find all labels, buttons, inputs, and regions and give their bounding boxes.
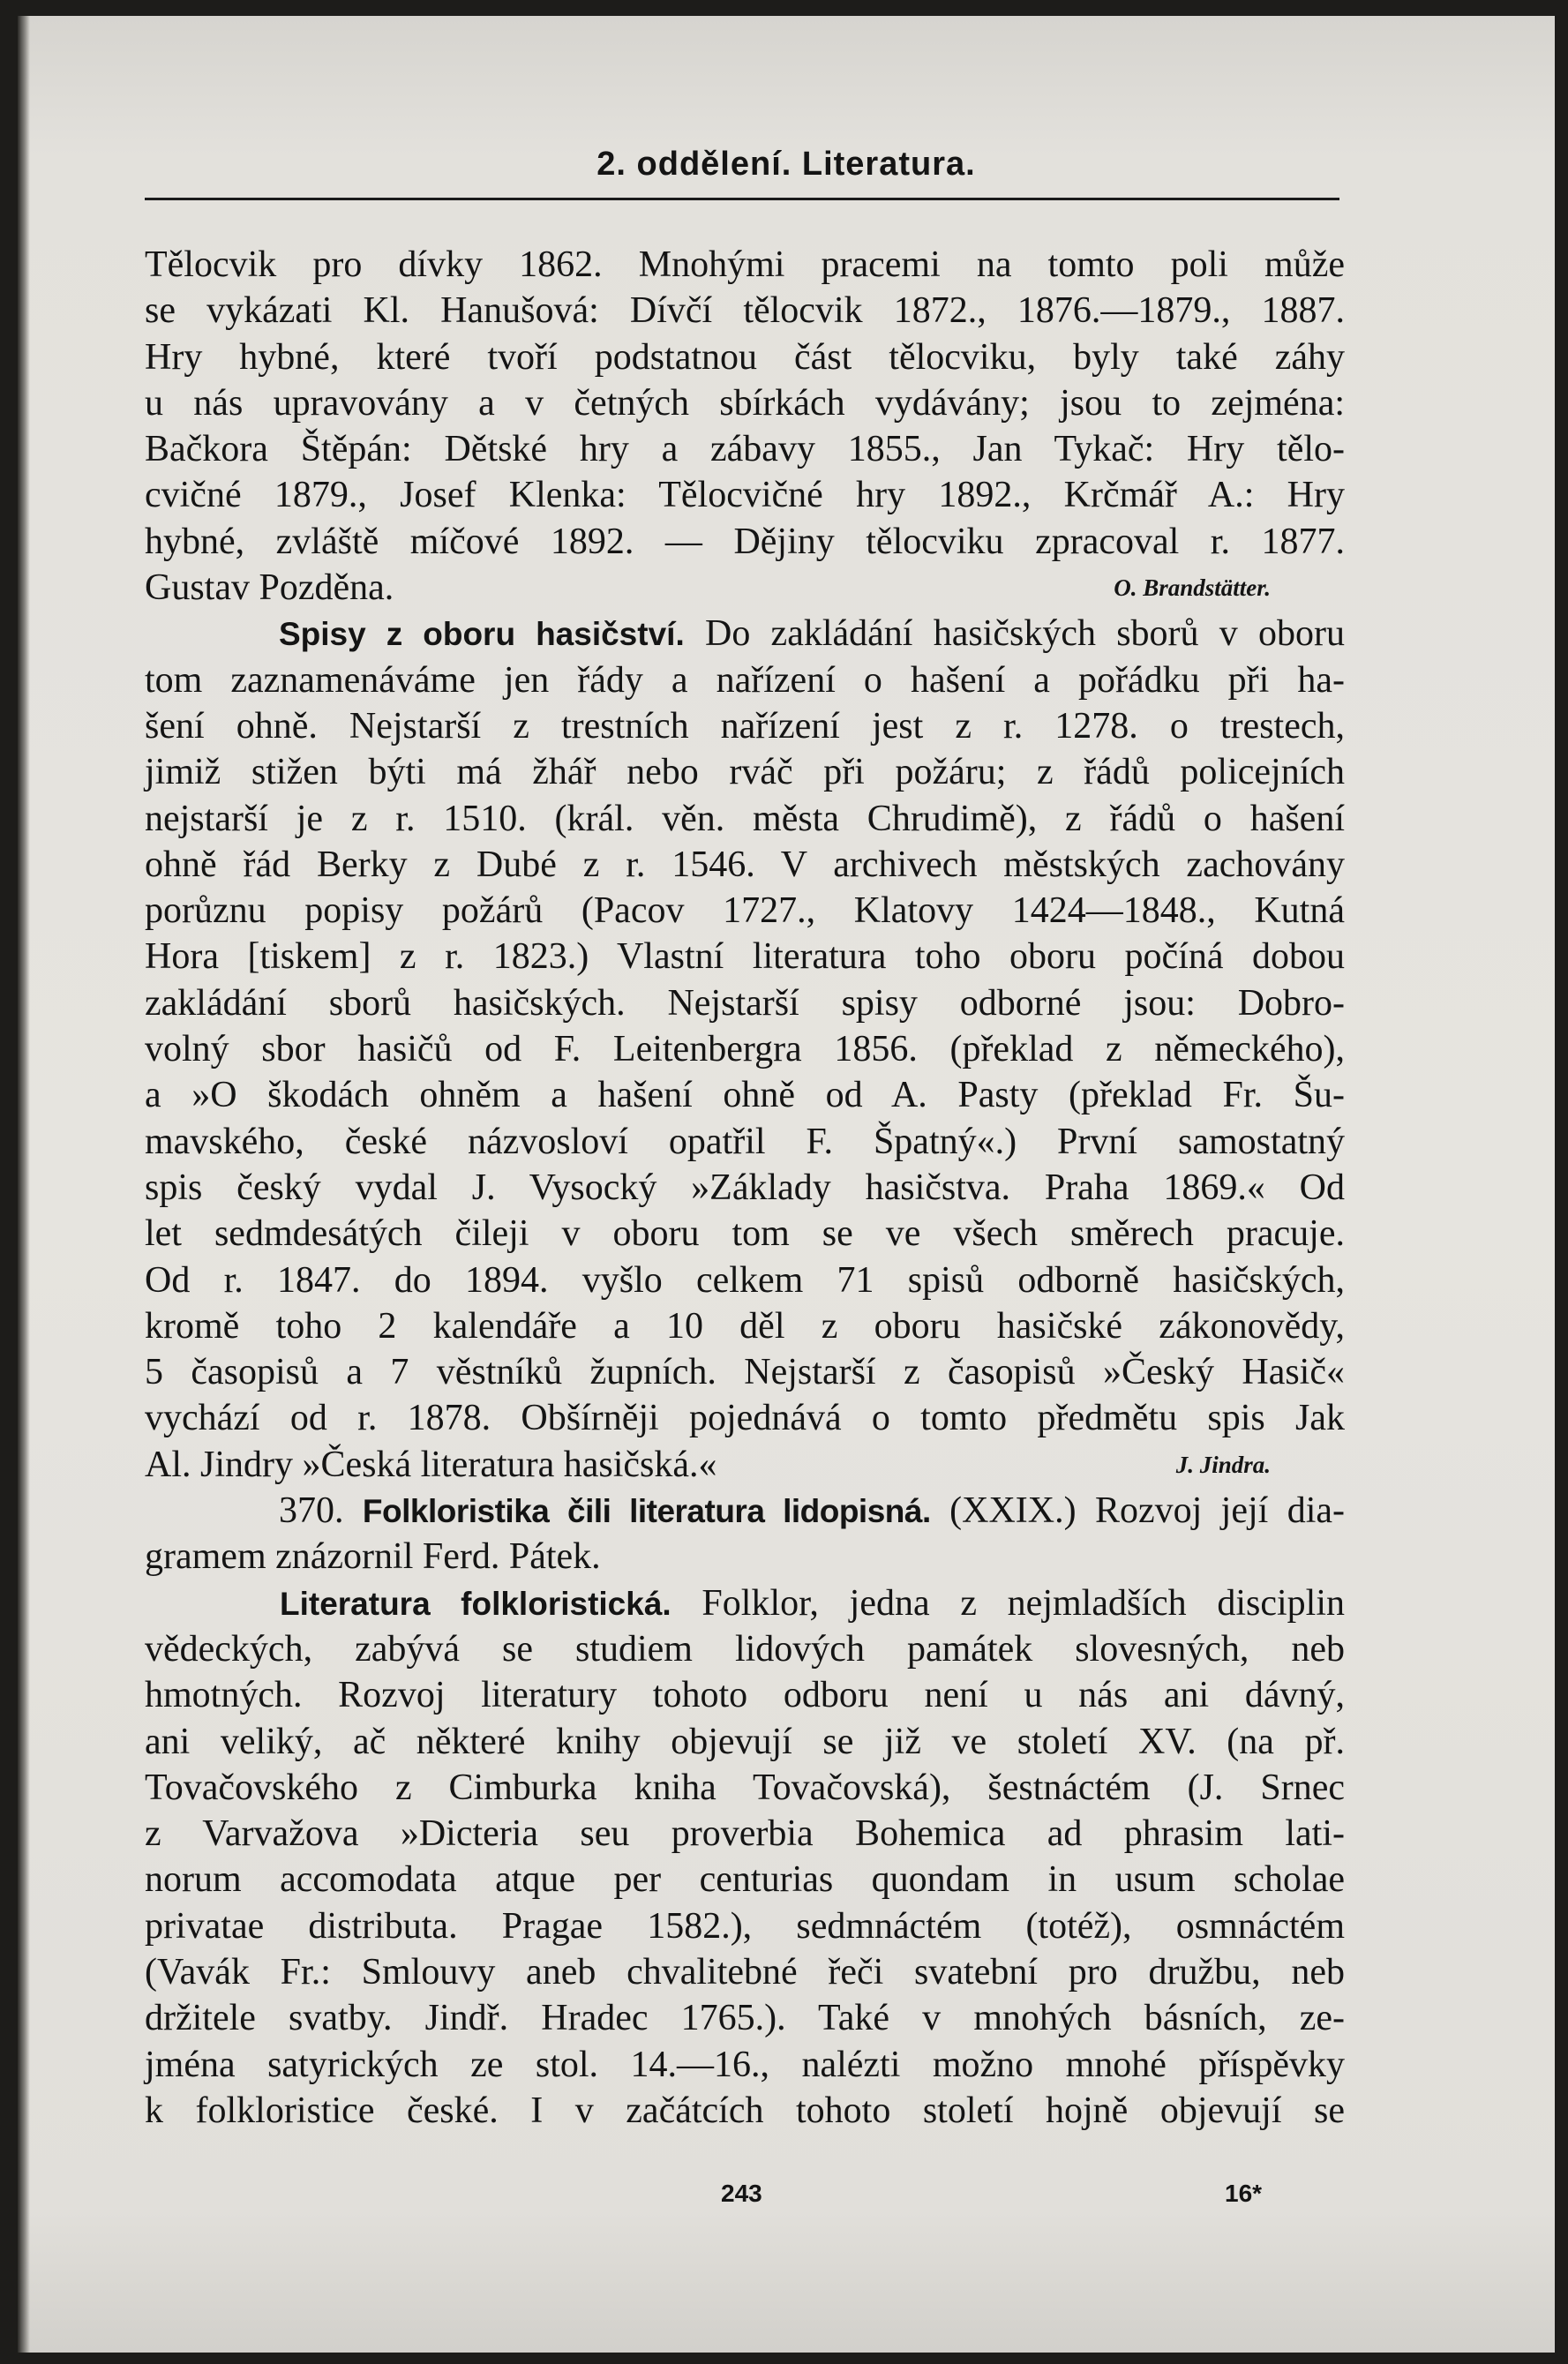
header-rule [145, 198, 1339, 200]
text-line-with-signature [145, 565, 1345, 611]
text-line: nejstarší je z r. 1510. (král. věn. města Chrudimě), z řádů o hašení [145, 798, 1345, 839]
text-line: Al. Jindry »Česká literatura hasičská.« [145, 1444, 717, 1485]
paragraph-start [145, 1580, 1345, 1626]
page-binding-shadow [18, 16, 30, 2353]
text-line: šení ohně. Nejstarší z trestních nařízení jest z r. 1278. o trestech, [145, 705, 1345, 747]
text-line: kromě toho 2 kalendáře a 10 děl z oboru hasičské zákonovědy, [145, 1305, 1345, 1347]
section-370-heading-line [145, 1488, 1345, 1534]
text-line: vědeckých, zabývá se studiem lidových památek slovesných, neb [145, 1628, 1345, 1670]
text-line: privatae distributa. Pragae 1582.), sedmnáctém (totéž), osmnáctém [145, 1905, 1345, 1947]
text-line: ani veliký, ač některé knihy objevují se již ve století XV. (na př. [145, 1721, 1345, 1762]
text-line: gramem znázornil Ferd. Pátek. [145, 1536, 601, 1578]
text-line: Tovačovského z Cimburka kniha Tovačovská), šestnáctém (J. Srnec [145, 1767, 1345, 1808]
author-signature: O. Brandstätter. [1114, 574, 1271, 602]
signature-mark: 16* [1225, 2180, 1263, 2207]
text-line: Bačkora Štěpán: Dětské hry a zábavy 1855., Jan Tykač: Hry tělo- [145, 429, 1345, 470]
body-text [145, 242, 1345, 2134]
text-line: spis český vydal J. Vysocký »Základy hasičstva. Praha 1869.« Od [145, 1167, 1345, 1208]
page-number: 243 [721, 2180, 762, 2207]
text-line: tom zaznamenáváme jen řády a nařízení o hašení a pořádku při ha- [145, 659, 1345, 701]
author-signature: J. Jindra. [1175, 1451, 1271, 1478]
text-line: Hry hybné, které tvoří podstatnou část tělocviku, byly také záhy [145, 336, 1345, 378]
text-line: z Varvažova »Dicteria seu proverbia Bohemica ad phrasim lati- [145, 1813, 1345, 1855]
text-line: vychází od r. 1878. Obšírněji pojednává o tomto předmětu spis Jak [145, 1398, 1345, 1439]
text-line: a »O škodách ohněm a hašení ohně od A. Pasty (překlad Fr. Šu- [145, 1075, 1345, 1116]
text-line: norum accomodata atque per centurias quondam in usum scholae [145, 1859, 1345, 1901]
text-line: ohně řád Berky z Dubé z r. 1546. V archivech městských zachovány [145, 844, 1345, 885]
text-line: jména satyrických ze stol. 14.—16., nalézti možno mnohé příspěvky [145, 2044, 1345, 2085]
text-line: se vykázati Kl. Hanušová: Dívčí tělocvik 1872., 1876.—1879., 1887. [145, 290, 1345, 332]
section-title: Folkloristika čili literatura lidopisná. [362, 1493, 931, 1530]
text-line: volný sbor hasičů od F. Leitenbergra 1856. (překlad z německého), [145, 1029, 1345, 1070]
text-line: hmotných. Rozvoj literatury tohoto odboru není u nás ani dávný, [145, 1675, 1345, 1716]
text-line: 5 časopisů a 7 věstníků župních. Nejstarší z časopisů »Český Hasič« [145, 1352, 1345, 1393]
text-line: mavského, české názvosloví opatřil F. Špatný«.) První samostatný [145, 1121, 1345, 1162]
text-line: (Vavák Fr.: Smlouvy aneb chvalitebné řeči svatební pro družbu, neb [145, 1951, 1345, 1993]
text-line: Od r. 1847. do 1894. vyšlo celkem 71 spisů odborně hasičských, [145, 1259, 1345, 1301]
text-line: let sedmdesátých čileji v oboru tom se ve všech směrech pracuje. [145, 1213, 1345, 1255]
section-heading-hasicstvi: Spisy z oboru hasičství. [279, 616, 685, 653]
text-line: Do zakládání hasičských sborů v oboru [704, 613, 1346, 655]
running-header: 2. oddělení. Literatura. [596, 146, 976, 183]
text-line: Tělocvik pro dívky 1862. Mnohými pracemi na tomto poli může [145, 244, 1345, 285]
text-line-with-signature [145, 1442, 1345, 1488]
text-line: zakládání sborů hasičských. Nejstarší spisy odborné jsou: Dobro- [145, 982, 1345, 1024]
section-heading-folkloristika: Literatura folkloristická. [280, 1585, 671, 1622]
text-line: jimiž stižen býti má žhář nebo rváč při požáru; z řádů policejních [145, 752, 1345, 793]
text-line: u nás upravovány a v četných sbírkách vydávány; jsou to zejména: [145, 382, 1345, 424]
text-line: Gustav Pozděna. [145, 567, 394, 609]
text-line: Hora [tiskem] z r. 1823.) Vlastní literatura toho oboru počíná dobou [145, 936, 1345, 978]
text-line: k folkloristice české. I v začátcích tohoto století hojně objevují se [145, 2090, 1345, 2131]
text-line: hybné, zvláště míčové 1892. — Dějiny tělocviku zpracoval r. 1877. [145, 521, 1345, 562]
text-line: cvičné 1879., Josef Klenka: Tělocvičné hry 1892., Krčmář A.: Hry [145, 475, 1345, 516]
book-page [18, 16, 1555, 2353]
section-number: 370. [279, 1490, 344, 1532]
text-line: porůznu popisy požárů (Pacov 1727., Klatovy 1424—1848., Kutná [145, 890, 1345, 932]
text-line: držitele svatby. Jindř. Hradec 1765.). Také v mnohých básních, ze- [145, 1998, 1345, 2039]
paragraph-start [145, 611, 1345, 657]
text-line: Folklor, jedna z nejmladších disciplin [701, 1582, 1346, 1624]
text-line: (XXIX.) Rozvoj její dia- [949, 1490, 1345, 1532]
